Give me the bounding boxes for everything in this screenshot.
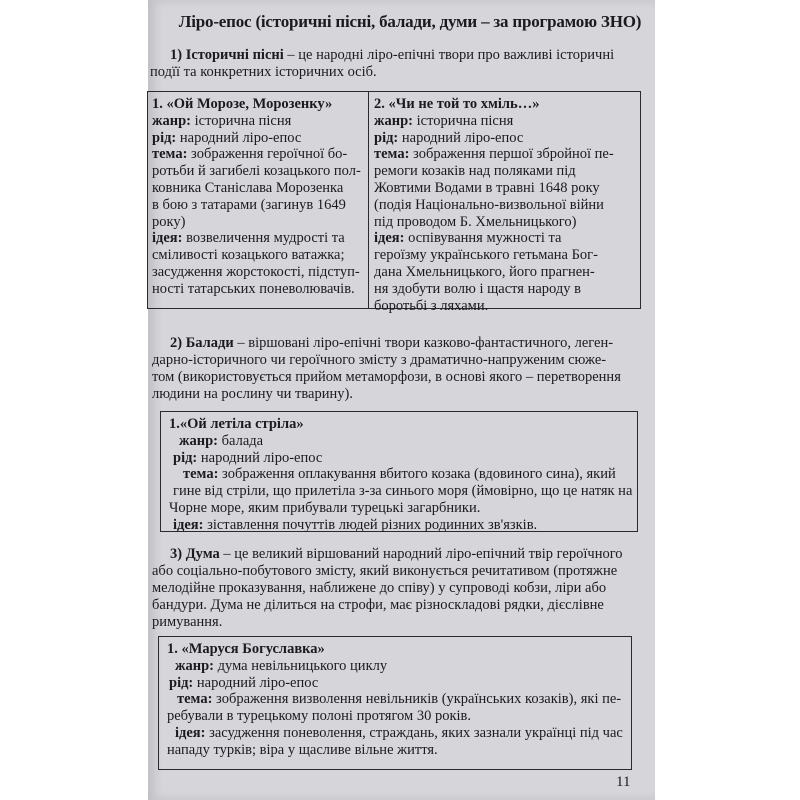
song-title: 1. «Ой Морозе, Морозенку» xyxy=(152,96,333,112)
song-title: 2. «Чи не той то хміль…» xyxy=(374,96,540,112)
term-duma: 3) Дума xyxy=(170,546,220,562)
section-duma: 3) Дума – це великий віршований народний ліро-епічний твір героїчного або соціально-побутового змісту, який виконується речитативом (протяжне мелодійне проказування, наближене до співу) у супроводі кобзи, ліри або бандури. Дума не ділиться на строфи, має різноскладові рядки, дієслівне римування. xyxy=(152,546,623,630)
duma-box: 1. «Маруся Богуславка» жанр: дума невільницького циклу рід: народний ліро-епос тема: зображення визволення невільників (українських козаків), які пе- ребували в турецькому полоні протягом 30 років. ідея: засудження поневолення, страждань, яких зазнали українці під час нападу турків; віра у щасливе вільне життя. xyxy=(158,636,632,770)
section-historical-songs: 1) Історичні пісні – це народні ліро-епічні твори про важливі історичні подїї та конкретних історичних осіб. xyxy=(150,47,615,80)
page-number: 11 xyxy=(616,774,631,790)
page-title: Ліро-епос (історичні пісні, балади, думи – за програмою ЗНО) xyxy=(178,12,642,31)
ballad-title: 1.«Ой летіла стріла» xyxy=(169,416,304,432)
term-historical-songs: 1) Історичні пісні xyxy=(170,47,284,63)
term-ballads: 2) Балади xyxy=(170,335,234,351)
table-cell-khmil: 2. «Чи не той то хміль…» жанр: історична пісня рід: народний ліро-епос тема: зображення першої збройної пе- ремоги козаків над поляками під Жовтими Водами в травні 1648 року (подія Національно-визвольної війни під проводом Б. Хмельницького) ідея: оспівування мужності та героїзму українського гетьмана Бог- дана Хмельницького, його прагнен- ня здобути волю і щастя народу в боротьбі з ляхами. xyxy=(374,96,638,314)
ballad-box: 1.«Ой летіла стріла» жанр: балада рід: народний ліро-епос тема: зображення оплакування вбитого козака (вдовиного сина), який гине від стріли, що прилетіла з-за синього моря (ймовірно, що це натяк на Чорне море, яким прибували турецькі загарбники. ідея: зіставлення почуттів людей різних родинних зв'язків. xyxy=(160,411,638,532)
duma-title: 1. «Маруся Богуславка» xyxy=(167,641,325,657)
section-ballads: 2) Балади – віршовані ліро-епічні твори казково-фантастичного, леген- дарно-історичного чи героїчного змісту з драматично-напруженим сюже- том (використовується прийом метаморфози, в основі якого – перетворення людини на рослину чи тварину). xyxy=(152,335,621,402)
table-divider xyxy=(368,92,369,308)
historical-songs-table xyxy=(147,91,641,314)
table-cell-moroz: 1. «Ой Морозе, Морозенку» жанр: історична пісня рід: народний ліро-епос тема: зображення героїчної бо- ротьби й загибелі козацького пол- ковника Станіслава Морозенка в бою з татарами (загинув 1649 року) ідея: возвеличення мудрості та сміливості козацького ватажка; засудження жорстокості, підступ- ності татарських поневолювачів. xyxy=(152,96,366,298)
